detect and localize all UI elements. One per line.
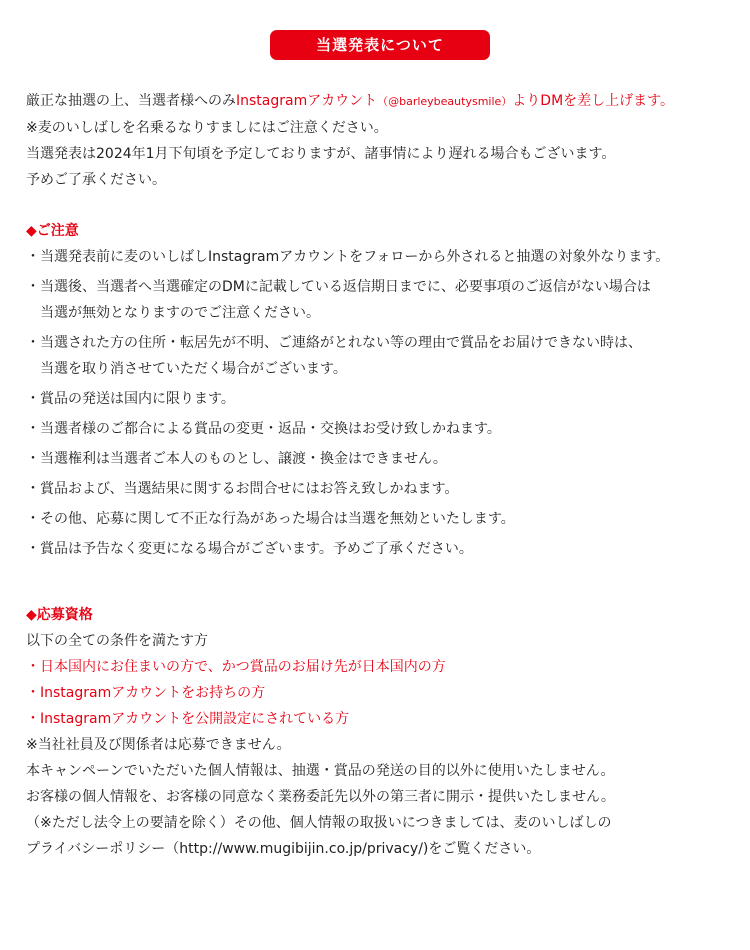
intro-text: 厳正な抽選の上、当選者様へのみ [26,93,236,109]
privacy-policy-link[interactable]: プライバシーポリシー（http://www.mugibijin.co.jp/privacy/)をご覧ください。 [26,841,541,857]
notice-section [26,218,746,566]
intro-line-1 [26,88,746,115]
instagram-handle: （@barleybeautysmile） [377,95,513,108]
intro-line-4: 予めご了承ください。 [26,172,166,188]
intro-line-2: ※麦のいしばしを名乗るなりすましにはご注意ください。 [26,120,388,136]
notice-item: ・ 賞品および、当選結果に関するお問合せにはお答え致しかねます。 [26,481,459,497]
notice-title: ◆ご注意 [26,223,79,239]
qualification-lead: 以下の全ての条件を満たす方 [26,633,208,649]
intro-dm-text: よりDMを差し上げます。 [512,93,675,109]
privacy-note: （※ただし法令上の要請を除く）その他、個人情報の取扱いにつきましては、麦のいしばしの [26,815,612,831]
intro-block [26,88,746,193]
qualification-list [26,628,746,862]
qualification-condition: ・日本国内にお住まいの方で、かつ賞品のお届け先が日本国内の方 [26,659,446,675]
notice-item: ・ 賞品の発送は国内に限ります。 [26,391,235,407]
notice-item: ・ 当選後、当選者へ当選確定のDMに記載している返信期日までに、必要事項のご返信がない場合は [26,279,651,295]
notice-list [26,244,746,562]
notice-item: ・ 当選権利は当選者ご本人のものとし、譲渡・換金はできません。 [26,451,447,467]
notice-item: ・ 当選された方の住所・転居先が不明、ご連絡がとれない等の理由で賞品をお届けできない時は、 [26,335,642,351]
notice-item: ・ 賞品は予告なく変更になる場合がございます。予めご了承ください。 [26,541,473,557]
announcement-title-badge: 当選発表について [270,30,490,60]
qualification-condition: ・Instagramアカウントを公開設定にされている方 [26,711,350,727]
notice-item: ・ その他、応募に関して不正な行為があった場合は当選を無効といたします。 [26,511,515,527]
notice-item: ・ 当選者様のご都合による賞品の変更・返品・交換はお受け致しかねます。 [26,421,501,437]
intro-line-3: 当選発表は2024年1月下旬頃を予定しておりますが、諸事情により遅れる場合もございます。 [26,146,616,162]
qualification-condition: ・Instagramアカウントをお持ちの方 [26,685,266,701]
notice-item: ・ 当選発表前に麦のいしばしInstagramアカウントをフォローから外されると抽選の対象外なります。 [26,249,670,265]
privacy-note: 本キャンペーンでいただいた個人情報は、抽選・賞品の発送の目的以外に使用いたしません。 [26,763,615,779]
instagram-account-link[interactable]: Instagramアカウント [236,93,378,109]
privacy-note: お客様の個人情報を、お客様の同意なく業務委託先以外の第三者に開示・提供いたしません。 [26,789,615,805]
qualification-section [26,602,746,862]
qualification-title: ◆応募資格 [26,607,93,623]
notice-item-continued: 当選を取り消させていただく場合がございます。 [40,361,347,377]
notice-item-continued: 当選が無効となりますのでご注意ください。 [40,305,320,321]
employee-note: ※当社社員及び関係者は応募できません。 [26,737,291,753]
